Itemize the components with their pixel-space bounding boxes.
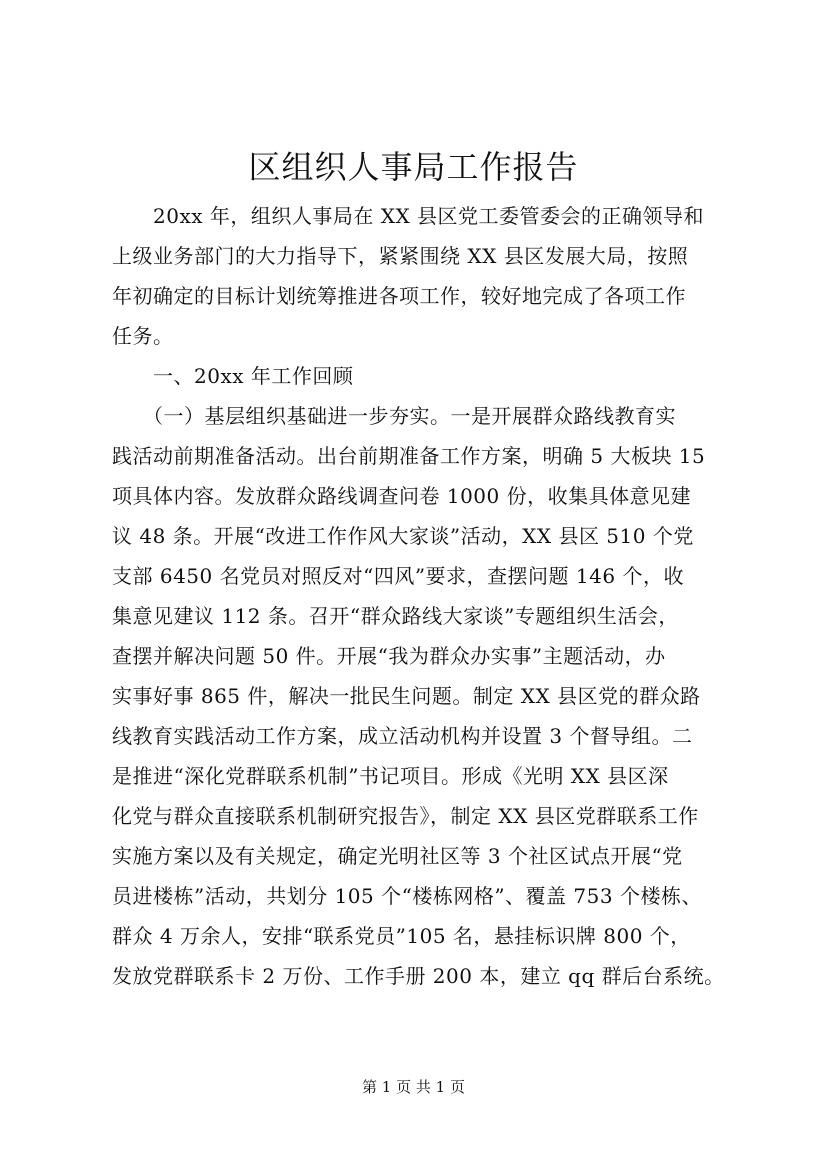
body-line: 支部 6450 名党员对照反对“四风”要求，查摆问题 146 个，收: [112, 564, 684, 588]
body-line: 年初确定的目标计划统筹推进各项工作，较好地完成了各项工作: [112, 284, 686, 308]
body-line: 实事好事 865 件，解决一批民生问题。制定 XX 县区党的群众路: [112, 684, 701, 708]
body-line: 20xx 年，组织人事局在 XX 县区党工委管委会的正确领导和: [112, 204, 705, 228]
body-line: 议 48 条。开展“改进工作作风大家谈”活动，XX 县区 510 个党: [112, 524, 694, 548]
body-line: 践活动前期准备活动。出台前期准备工作方案，明确 5 大板块 15: [112, 444, 706, 468]
body-line: 查摆并解决问题 50 件。开展“我为群众办实事”主题活动，办: [112, 644, 666, 668]
document-title: 区组织人事局工作报告: [248, 148, 579, 186]
body-line: 集意见建议 112 条。召开“群众路线大家谈”专题组织生活会，: [112, 604, 679, 628]
body-line: 项具体内容。发放群众路线调查问卷 1000 份，收集具体意见建: [112, 484, 692, 508]
body-line: 员进楼栋”活动，共划分 105 个“楼栋网格”、覆盖 753 个楼栋、: [112, 884, 702, 908]
body-line: 化党与群众直接联系机制研究报告》，制定 XX 县区党群联系工作: [112, 804, 699, 828]
body-line: （一）基层组织基础进一步夯实。一是开展群众路线教育实: [112, 404, 676, 428]
document-body: [112, 196, 742, 996]
section-heading: 一、20xx 年工作回顾: [112, 364, 354, 388]
body-line: 群众 4 万余人，安排“联系党员”105 名，悬挂标识牌 800 个，: [112, 924, 691, 948]
body-line: 上级业务部门的大力指导下，紧紧围绕 XX 县区发展大局，按照: [112, 244, 689, 268]
page-footer: 第 1 页 共 1 页: [362, 1078, 465, 1096]
body-line: 发放党群联系卡 2 万份、工作手册 200 本，建立 qq 群后台系统。: [112, 964, 725, 988]
body-line: 线教育实践活动工作方案，成立活动机构并设置 3 个督导组。二: [112, 724, 693, 748]
body-line: 实施方案以及有关规定，确定光明社区等 3 个社区试点开展“党: [112, 844, 683, 868]
body-line: 是推进“深化党群联系机制”书记项目。形成《光明 XX 县区深: [112, 764, 669, 788]
body-line: 任务。: [112, 324, 174, 348]
